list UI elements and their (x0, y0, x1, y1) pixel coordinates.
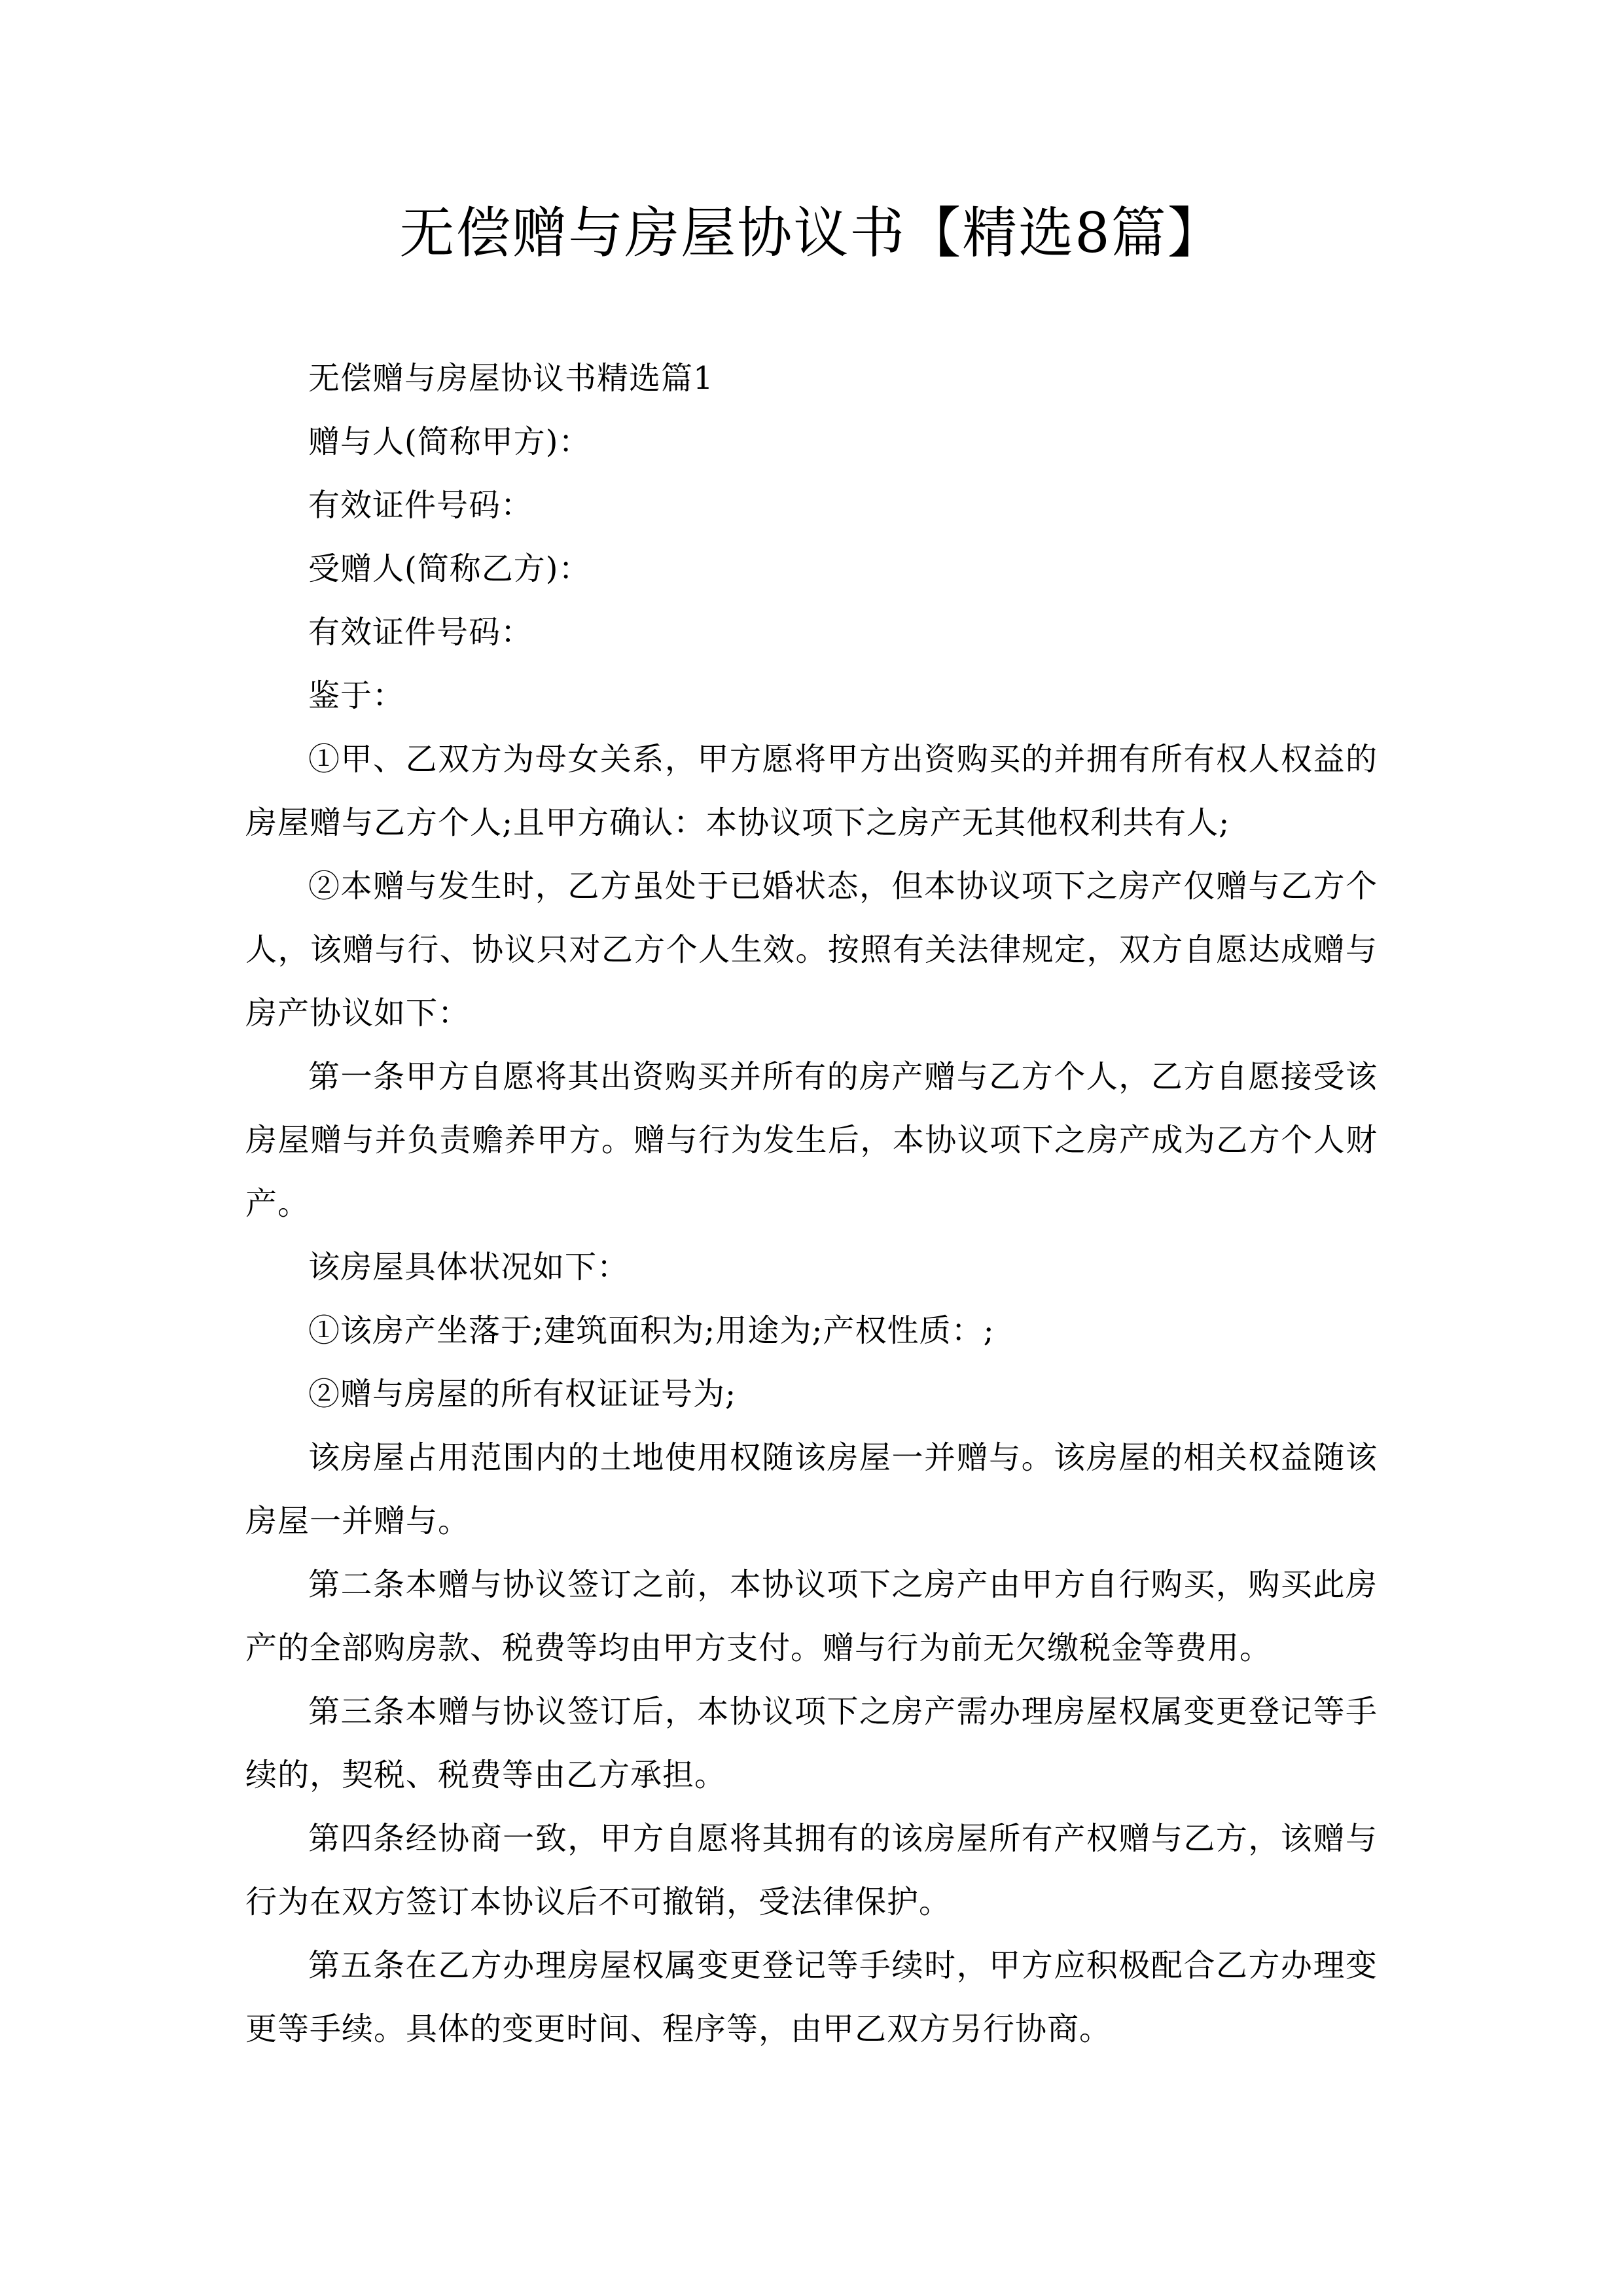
document-body (245, 347, 1378, 2061)
article-3: 第三条本赠与协议签订后，本协议项下之房产需办理房屋权属变更登记等手续的，契税、税费等由乙方承担。 (245, 1693, 1378, 1793)
document-title: 无偿赠与房屋协议书【精选8篇】 (399, 201, 1224, 265)
land-use-rights-clause: 该房屋占用范围内的土地使用权随该房屋一并赠与。该房屋的相关权益随该房屋一并赠与。 (245, 1439, 1378, 1539)
donee-id-number-label: 有效证件号码： (308, 614, 533, 651)
property-detail-1: ①该房产坐落于;建筑面积为;用途为;产权性质：; (308, 1312, 995, 1349)
article-4: 第四条经协商一致，甲方自愿将其拥有的该房屋所有产权赠与乙方，该赠与行为在双方签订本协议后不可撤销，受法律保护。 (245, 1820, 1378, 1920)
donor-id-number-label: 有效证件号码： (308, 487, 533, 524)
section-heading: 无偿赠与房屋协议书精选篇1 (308, 360, 714, 397)
article-2: 第二条本赠与协议签订之前，本协议项下之房产由甲方自行购买，购买此房产的全部购房款、税费等均由甲方支付。赠与行为前无欠缴税金等费用。 (245, 1566, 1378, 1666)
donee-label: 受赠人(简称乙方)： (308, 550, 591, 587)
whereas-label: 鉴于： (308, 677, 405, 714)
donor-label: 赠与人(简称甲方)： (308, 423, 591, 460)
article-1: 第一条甲方自愿将其出资购买并所有的房产赠与乙方个人，乙方自愿接受该房屋赠与并负责赡养甲方。赠与行为发生后，本协议项下之房产成为乙方个人财产。 (245, 1058, 1378, 1222)
recital-2: ②本赠与发生时，乙方虽处于已婚状态，但本协议项下之房产仅赠与乙方个人，该赠与行、协议只对乙方个人生效。按照有关法律规定，双方自愿达成赠与房产协议如下： (245, 868, 1378, 1031)
recital-1: ①甲、乙双方为母女关系，甲方愿将甲方出资购买的并拥有所有权人权益的房屋赠与乙方个人;且甲方确认：本协议项下之房产无其他权利共有人; (245, 741, 1378, 841)
article-5: 第五条在乙方办理房屋权属变更登记等手续时，甲方应积极配合乙方办理变更等手续。具体的变更时间、程序等，由甲乙双方另行协商。 (245, 1947, 1378, 2047)
property-details-heading: 该房屋具体状况如下： (308, 1249, 630, 1285)
property-detail-2: ②赠与房屋的所有权证证号为; (308, 1376, 737, 1412)
